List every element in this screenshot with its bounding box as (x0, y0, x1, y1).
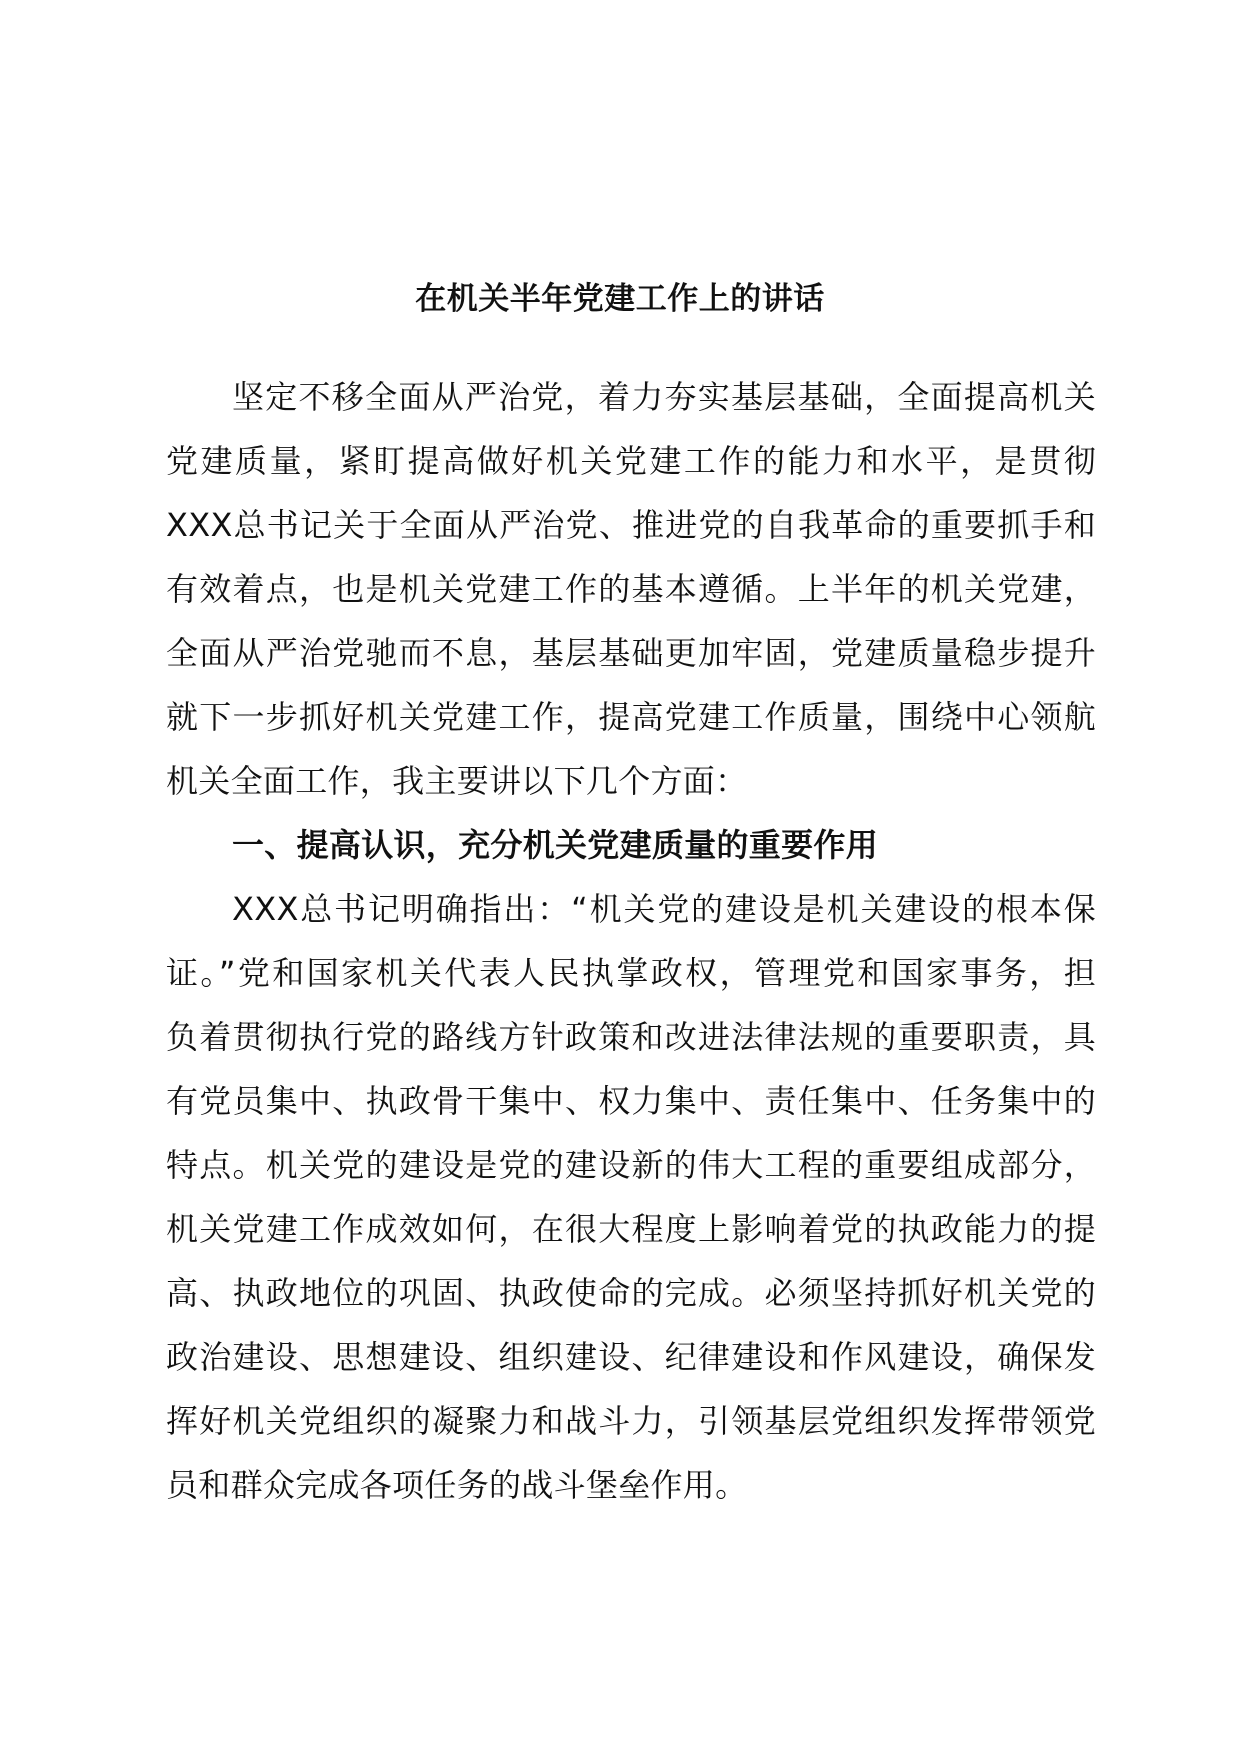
section-heading: 一、提高认识，充分机关党建质量的重要作用 (232, 826, 879, 864)
paragraph-line: 员和群众完成各项任务的战斗堡垒作用。 (166, 1466, 748, 1504)
document-title: 在机关半年党建工作上的讲话 (415, 281, 825, 317)
paragraph-line: 政治建设、思想建设、组织建设、纪律建设和作风建设，确保发 (166, 1338, 1096, 1376)
paragraph-line: 特点。机关党的建设是党的建设新的伟大工程的重要组成部分， (166, 1146, 1096, 1184)
paragraph-line: 挥好机关党组织的凝聚力和战斗力，引领基层党组织发挥带领党 (166, 1402, 1096, 1440)
paragraph-line: 机关党建工作成效如何，在很大程度上影响着党的执政能力的提 (166, 1210, 1096, 1248)
paragraph-line: 有党员集中、执政骨干集中、权力集中、责任集中、任务集中的 (166, 1082, 1096, 1120)
paragraph-line: 全面从严治党驰而不息，基层基础更加牢固，党建质量稳步提升 (166, 634, 1096, 672)
paragraph-line: XXX总书记关于全面从严治党、推进党的自我革命的重要抓手和 (166, 506, 1096, 544)
paragraph-line: 机关全面工作，我主要讲以下几个方面： (166, 762, 748, 800)
paragraph-line: XXX总书记明确指出：“机关党的建设是机关建设的根本保 (232, 890, 1096, 928)
paragraph-line: 就下一步抓好机关党建工作，提高党建工作质量，围绕中心领航 (166, 698, 1096, 736)
paragraph-line: 高、执政地位的巩固、执政使命的完成。必须坚持抓好机关党的 (166, 1274, 1096, 1312)
paragraph-line: 有效着点，也是机关党建工作的基本遵循。上半年的机关党建， (166, 570, 1096, 608)
paragraph-line: 负着贯彻执行党的路线方针政策和改进法律法规的重要职责，具 (166, 1018, 1096, 1056)
paragraph-line: 党建质量，紧盯提高做好机关党建工作的能力和水平，是贯彻 (166, 442, 1096, 480)
document-body (166, 365, 1096, 1517)
paragraph-line: 坚定不移全面从严治党，着力夯实基层基础，全面提高机关 (232, 378, 1096, 416)
paragraph-line: 证。”党和国家机关代表人民执掌政权，管理党和国家事务，担 (166, 954, 1096, 992)
